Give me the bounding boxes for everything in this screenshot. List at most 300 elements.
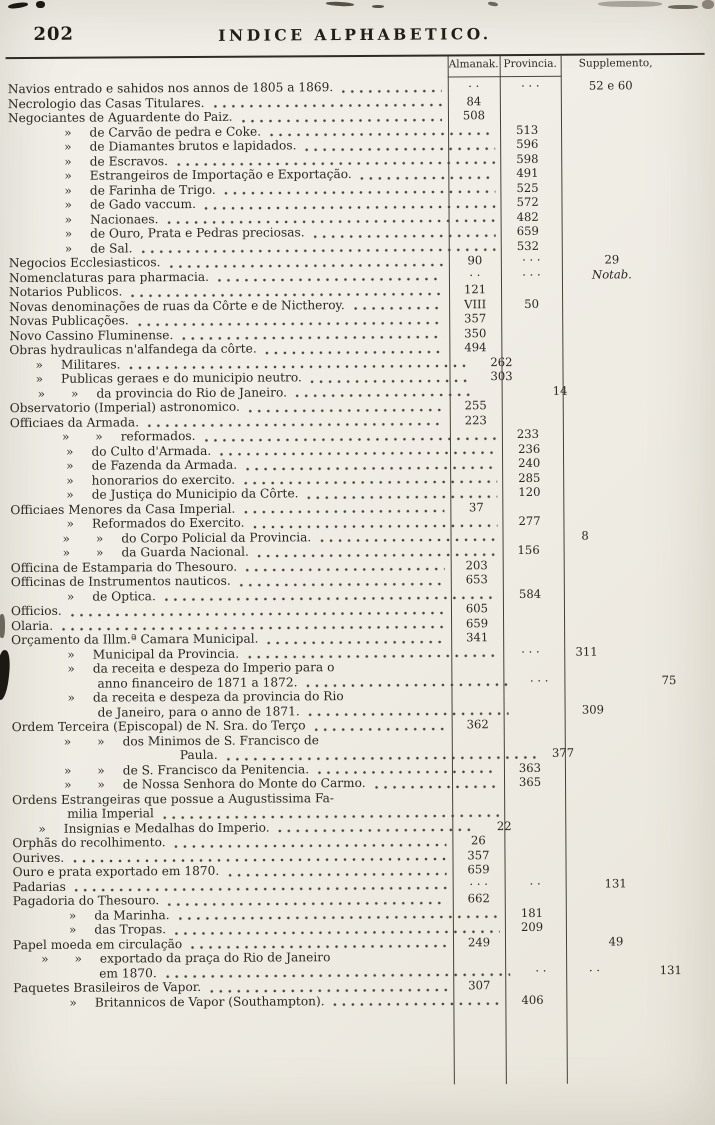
dot-leader	[361, 175, 496, 180]
almanak-cell: 26	[470, 833, 486, 848]
provincia-cell	[505, 862, 566, 877]
entry-text: Nacionaes.	[90, 211, 159, 227]
almanak-cell: 365	[518, 774, 542, 790]
almanak-cell: 532	[516, 238, 540, 253]
dot-leader	[267, 639, 445, 644]
dot-leader	[315, 726, 446, 731]
provincia-cell	[503, 572, 564, 587]
supplemento-cell	[564, 615, 664, 630]
supplemento-cell	[618, 904, 715, 919]
dot-leader	[248, 653, 498, 659]
dot-leader	[73, 856, 446, 862]
almanak-cell: 22	[496, 818, 512, 833]
supplemento-cell	[563, 499, 663, 514]
almanak-cell: 277	[518, 513, 541, 529]
repeat-mark: »	[64, 168, 72, 183]
entry-text: da Guarda Nacional.	[121, 544, 249, 560]
provincia-cell	[556, 586, 617, 601]
column-header-underline	[448, 76, 562, 78]
entry-text: Novas denominações de ruas da Côrte e de Nictheroy.	[9, 297, 345, 314]
provincia-cell	[501, 340, 562, 355]
almanak-cell: 357	[467, 847, 490, 862]
entry-text: Municipal da Provincia.	[92, 646, 240, 662]
supplemento-cell	[594, 948, 694, 963]
dot-leader	[228, 871, 446, 876]
almanak-cell	[452, 790, 504, 805]
supplemento-cell	[566, 977, 666, 992]
dot-leader	[220, 450, 497, 456]
almanak-cell	[505, 804, 557, 819]
dot-leader	[306, 682, 508, 687]
almanak-cell: · · ·	[529, 673, 549, 688]
entry-text: Insignias e Medalhas do Imperio.	[63, 820, 270, 836]
almanak-cell	[505, 688, 557, 703]
entry-text: Publicas geraes e do municipio neutro.	[60, 370, 302, 386]
index-entry-row	[13, 991, 715, 1010]
supplemento-cell	[616, 484, 715, 499]
provincia-cell	[505, 891, 566, 906]
repeat-mark: »	[66, 589, 75, 604]
supplemento-cell	[622, 701, 715, 716]
provincia-cell	[502, 398, 563, 413]
dot-leader	[148, 421, 444, 427]
provincia-cell	[527, 354, 588, 369]
dot-leader	[131, 291, 443, 297]
entry-text: Necrologio das Casas Titulares.	[7, 95, 205, 111]
supplemento-cell	[618, 919, 715, 934]
supplemento-cell	[564, 557, 664, 572]
dot-leader	[182, 334, 443, 340]
repeat-mark: »	[67, 661, 75, 676]
provincia-cell: · · ·	[522, 252, 541, 267]
entry-text: Officiaes da Armada.	[9, 414, 140, 430]
almanak-cell: 255	[464, 398, 487, 413]
provincia-cell	[504, 717, 565, 732]
provincia-cell	[553, 151, 614, 166]
supplemento-cell	[616, 542, 715, 557]
entry-text: de Janeiro, para o anno de 1871.	[97, 703, 300, 720]
supplemento-cell	[563, 412, 663, 427]
repeat-mark: » »	[37, 386, 79, 401]
provincia-cell	[556, 687, 617, 702]
entry-text: Militares.	[60, 356, 121, 372]
repeat-mark: »	[35, 357, 43, 372]
provincia-cell: · · ·	[522, 267, 541, 282]
provincia-cell	[557, 803, 618, 818]
almanak-cell: VIII	[464, 296, 487, 311]
almanak-cell	[481, 949, 533, 964]
dot-leader	[142, 247, 497, 253]
supplemento-cell	[616, 455, 715, 470]
almanak-cell: 377	[551, 745, 575, 760]
entry-text: Notarios Publicos.	[8, 284, 123, 300]
repeat-mark: » »	[61, 429, 103, 444]
almanak-cell: 156	[517, 542, 540, 558]
entry-text: Pagadoria do Thesouro.	[12, 893, 160, 909]
page-number: 202	[33, 23, 75, 45]
almanak-cell: 362	[466, 717, 489, 732]
entry-text: reformados.	[120, 428, 196, 444]
provincia-cell	[503, 615, 564, 630]
dot-leader	[225, 189, 496, 195]
dot-leader	[314, 233, 496, 238]
almanak-cell: 406	[521, 992, 544, 1007]
repeat-mark: » »	[41, 951, 82, 966]
repeat-mark: »	[35, 371, 44, 386]
supplemento-cell	[565, 789, 665, 804]
provincia-cell	[501, 325, 562, 340]
almanak-cell: 307	[468, 978, 491, 993]
repeat-mark: »	[64, 212, 73, 227]
entry-text: de Diamantes brutos e lapidados.	[89, 138, 297, 154]
provincia-cell	[533, 949, 594, 964]
dot-leader	[71, 610, 445, 616]
supplemento-cell	[591, 817, 691, 832]
provincia-cell	[555, 455, 616, 470]
supplemento-cell	[616, 469, 715, 484]
almanak-cell: 262	[490, 354, 513, 369]
supplemento-cell	[614, 150, 713, 165]
almanak-cell: 233	[516, 426, 540, 442]
repeat-mark: »	[66, 487, 74, 502]
entry-text: Novas Publicações.	[9, 313, 129, 329]
supplemento-cell	[565, 832, 665, 847]
dot-leader	[334, 1001, 501, 1006]
dot-leader	[129, 363, 469, 369]
almanak-cell	[502, 528, 554, 543]
almanak-cell: 341	[466, 630, 489, 645]
provincia-cell	[553, 194, 614, 209]
repeat-mark: »	[68, 908, 77, 923]
column-header-almanak: Almanak.	[448, 58, 499, 71]
provincia-cell	[553, 165, 614, 180]
entry-text: Papel moeda em circulação	[12, 936, 183, 952]
entry-text: exportado da praça do Rio de Janeiro	[99, 950, 331, 966]
supplemento-cell: 75	[661, 672, 677, 687]
dot-leader	[175, 842, 447, 848]
entry-text: Estrangeiros de Importação e Exportação.	[89, 167, 352, 183]
entry-text: Orphãs do recolhimento.	[12, 835, 166, 851]
provincia-cell	[505, 934, 566, 949]
almanak-cell: · · ·	[521, 644, 540, 659]
almanak-cell	[504, 731, 556, 746]
supplemento-cell	[614, 237, 713, 252]
entry-text: da receita e despeza do Imperio para o	[92, 660, 335, 676]
almanak-cell: 659	[467, 862, 490, 877]
provincia-cell	[504, 833, 565, 848]
entry-text: Novo Cassino Fluminense.	[9, 327, 174, 343]
provincia-cell	[564, 673, 622, 688]
dot-leader	[168, 900, 447, 906]
almanak-cell: 209	[520, 919, 544, 935]
almanak-cell: · ·	[535, 963, 547, 978]
entry-text: Officiaes Menores da Casa Imperial.	[10, 501, 236, 517]
supplemento-cell	[562, 325, 662, 340]
provincia-cell: 309	[581, 701, 605, 717]
provincia-cell: 8	[581, 528, 589, 543]
dot-leader	[166, 972, 511, 978]
entry-text: de Optica.	[92, 588, 156, 604]
entry-text: Britannicos de Vapor (Southampton).	[94, 993, 325, 1010]
dot-leader	[163, 813, 499, 819]
provincia-cell	[528, 369, 589, 384]
entry-text: Reformados do Exercito.	[91, 515, 245, 531]
supplemento-cell: 131	[659, 962, 682, 977]
repeat-mark: »	[67, 690, 76, 705]
supplemento-cell	[589, 368, 689, 383]
almanak-cell: · · ·	[469, 876, 488, 891]
supplemento-cell	[564, 629, 664, 644]
supplemento-cell	[566, 861, 666, 876]
almanak-cell: 653	[465, 572, 488, 587]
supplemento-cell	[617, 730, 715, 745]
provincia-cell	[555, 513, 616, 528]
provincia-cell	[554, 426, 615, 441]
supplemento-cell	[618, 803, 715, 818]
repeat-mark: »	[65, 444, 74, 459]
entry-text: Officinas de Instrumentos nauticos.	[10, 573, 231, 590]
supplemento-cell	[562, 296, 662, 311]
provincia-cell: · ·	[529, 876, 541, 891]
column-header-provincia: Provincia.	[503, 57, 557, 71]
almanak-cell: 659	[465, 615, 489, 630]
repeat-mark: »	[66, 458, 74, 473]
repeat-mark: »	[66, 473, 74, 488]
supplemento-cell	[617, 643, 715, 658]
entry-text: do Corpo Policial da Provincia.	[121, 529, 312, 545]
entry-text: da provincia do Rio de Janeiro.	[96, 384, 288, 401]
dot-leader	[270, 131, 495, 136]
supplemento-cell	[614, 194, 713, 209]
provincia-cell	[556, 760, 617, 775]
provincia-cell	[504, 847, 565, 862]
repeat-mark: » »	[62, 545, 104, 560]
provincia-cell	[555, 441, 616, 456]
almanak-cell: 303	[490, 369, 513, 384]
dot-leader	[177, 160, 496, 166]
repeat-mark: »	[64, 183, 72, 198]
supplemento-cell	[617, 687, 715, 702]
almanak-cell: 37	[468, 499, 484, 514]
dot-leader	[175, 929, 500, 935]
dot-leader	[309, 711, 509, 716]
dot-leader	[205, 436, 496, 442]
almanak-cell: 584	[518, 586, 542, 601]
column-header-supplemento: Supplemento,	[578, 57, 653, 70]
entry-text: Navios entrado e sahidos nos annos de 1805 a 1869.	[7, 80, 334, 97]
almanak-cell: 508	[462, 108, 486, 123]
provincia-cell	[558, 905, 619, 920]
almanak-cell: 236	[518, 441, 541, 456]
almanak-cell: 285	[518, 470, 541, 485]
supplemento-cell	[614, 165, 713, 180]
dot-leader	[342, 88, 442, 93]
almanak-cell: 203	[465, 557, 488, 572]
provincia-cell	[501, 311, 562, 326]
supplemento-cell: Notab.	[591, 266, 632, 282]
entry-text: da Marinha.	[94, 907, 170, 923]
entry-text: Padarias	[12, 879, 66, 894]
supplemento-cell	[614, 223, 713, 238]
dot-leader	[308, 494, 498, 499]
repeat-mark: »	[64, 197, 73, 212]
repeat-mark: »	[69, 995, 77, 1010]
dot-leader	[318, 769, 498, 774]
supplemento-cell: 29	[604, 252, 620, 267]
repeat-mark: »	[64, 226, 73, 241]
almanak-cell: 181	[520, 905, 544, 920]
repeat-mark: »	[64, 139, 72, 154]
supplemento-cell	[616, 585, 715, 600]
provincia-cell	[554, 238, 615, 253]
provincia-cell	[503, 630, 564, 645]
provincia-cell	[553, 122, 614, 137]
provincia-cell	[504, 789, 565, 804]
entry-text: Obras hydraulicas n'alfandega da côrte.	[9, 341, 257, 358]
entry-text: Ordem Terceira (Episcopal) de N. Sra. do Terço	[11, 718, 306, 735]
almanak-cell: 482	[516, 209, 539, 224]
almanak-cell: 572	[516, 194, 539, 210]
almanak-cell: 357	[464, 311, 487, 326]
entry-text: de Nossa Senhora do Monte do Carmo.	[122, 775, 366, 792]
index-rows	[8, 78, 715, 1010]
entry-text: Ordens Estrangeiras que possue a Augustissima Fa-	[12, 790, 335, 807]
dot-leader	[165, 595, 498, 601]
almanak-cell	[478, 383, 530, 398]
entry-text: de Gado vaccum.	[89, 196, 197, 212]
entry-text: de S. Francisco da Penitencia.	[122, 761, 310, 777]
dot-leader	[210, 987, 447, 992]
provincia-cell: · ·	[588, 963, 601, 978]
entry-text: Officina de Estamparia do Thesouro.	[10, 559, 238, 575]
dot-leader	[75, 885, 447, 891]
entry-text: de Fazenda da Armada.	[91, 457, 238, 473]
dot-leader	[240, 581, 445, 586]
supplemento-cell	[614, 136, 713, 151]
almanak-cell: 513	[516, 122, 539, 137]
entry-text: anno financeiro de 1871 a 1872.	[97, 674, 298, 691]
column-headers	[8, 57, 713, 73]
provincia-cell	[502, 499, 563, 514]
entry-text: Observatorio (Imperial) astronomico.	[9, 399, 240, 416]
entry-text: dos Minimos de S. Francisco de	[122, 732, 320, 748]
provincia-cell	[555, 484, 616, 499]
supplemento-cell	[561, 93, 661, 108]
repeat-mark: »	[68, 922, 77, 937]
entry-column-spacer	[8, 58, 448, 73]
supplemento-cell	[614, 121, 713, 136]
supplemento-cell: 131	[604, 875, 627, 890]
entry-text: de Carvão de pedra e Coke.	[89, 124, 262, 140]
dot-leader	[249, 407, 444, 412]
supplemento-cell: 52 e 60	[588, 78, 633, 93]
dot-leader	[179, 914, 501, 920]
repeat-mark: »	[38, 821, 46, 836]
dot-leader	[246, 465, 497, 471]
supplemento-cell	[562, 339, 662, 354]
dot-leader	[191, 943, 447, 949]
dot-leader	[241, 117, 442, 122]
entry-text: Ourives.	[12, 850, 65, 865]
almanak-cell: · ·	[468, 79, 480, 94]
provincia-cell	[502, 412, 563, 427]
provincia-cell	[553, 180, 614, 195]
entry-text: do Culto d'Armada.	[91, 443, 212, 459]
dot-leader	[354, 305, 443, 310]
provincia-cell	[555, 542, 616, 557]
entry-text: de Escravos.	[89, 153, 169, 169]
almanak-cell: 605	[465, 601, 489, 616]
dot-leader	[311, 378, 470, 383]
supplemento-cell	[588, 353, 688, 368]
repeat-mark: »	[66, 516, 74, 531]
dot-leader	[375, 784, 498, 789]
dot-leader	[218, 276, 443, 281]
entry-text: Nomenclaturas para pharmacia.	[8, 269, 210, 285]
entry-text: Olaria.	[11, 618, 54, 633]
entry-text: de Ouro, Prata e Pedras preciosas.	[90, 225, 305, 241]
supplemento-cell	[616, 513, 715, 528]
almanak-cell: 350	[464, 325, 487, 340]
entry-text: de Justiça do Municipio da Côrte.	[91, 486, 299, 502]
repeat-mark: » »	[63, 734, 105, 749]
dot-leader	[296, 392, 472, 397]
provincia-cell	[554, 209, 615, 224]
dot-leader	[305, 146, 495, 151]
repeat-mark: » »	[63, 777, 105, 792]
provincia-cell	[500, 93, 561, 108]
almanak-cell: 662	[467, 891, 490, 906]
dot-leader	[169, 262, 442, 268]
dot-leader	[227, 754, 536, 760]
almanak-cell: 90	[467, 253, 483, 268]
supplemento-cell	[566, 890, 666, 905]
supplemento-cell	[562, 281, 662, 296]
almanak-cell	[515, 702, 564, 717]
almanak-cell: 494	[464, 340, 487, 355]
almanak-cell: 659	[516, 223, 539, 239]
provincia-cell	[554, 223, 615, 238]
dot-leader	[244, 479, 497, 485]
supplemento-cell	[561, 107, 661, 122]
provincia-cell	[553, 136, 614, 151]
almanak-cell: 598	[516, 151, 539, 166]
almanak-cell: 120	[518, 484, 541, 500]
dot-leader	[168, 218, 496, 224]
provincia-cell	[503, 557, 564, 572]
provincia-cell	[556, 658, 617, 673]
provincia-cell	[558, 919, 619, 934]
supplemento-cell	[619, 991, 715, 1006]
provincia-cell	[556, 731, 617, 746]
entry-text: Orçamento da Illm.ª Camara Municipal.	[11, 631, 259, 648]
supplemento-cell	[614, 179, 713, 194]
page-title: INDICE ALPHABETICO.	[218, 24, 492, 45]
almanak-cell: 491	[516, 165, 539, 181]
almanak-cell: 121	[463, 282, 487, 297]
supplemento-cell	[617, 658, 715, 673]
supplemento-cell	[562, 310, 662, 325]
provincia-cell	[503, 601, 564, 616]
provincia-cell	[505, 978, 566, 993]
dot-leader	[244, 508, 444, 513]
dot-leader	[246, 566, 445, 571]
supplemento-cell	[616, 440, 715, 455]
entry-text: em 1870.	[99, 965, 157, 981]
repeat-mark: »	[64, 125, 72, 140]
entry-text: Paquetes Brasileiros de Vapor.	[13, 979, 202, 996]
almanak-cell: 240	[518, 455, 541, 471]
